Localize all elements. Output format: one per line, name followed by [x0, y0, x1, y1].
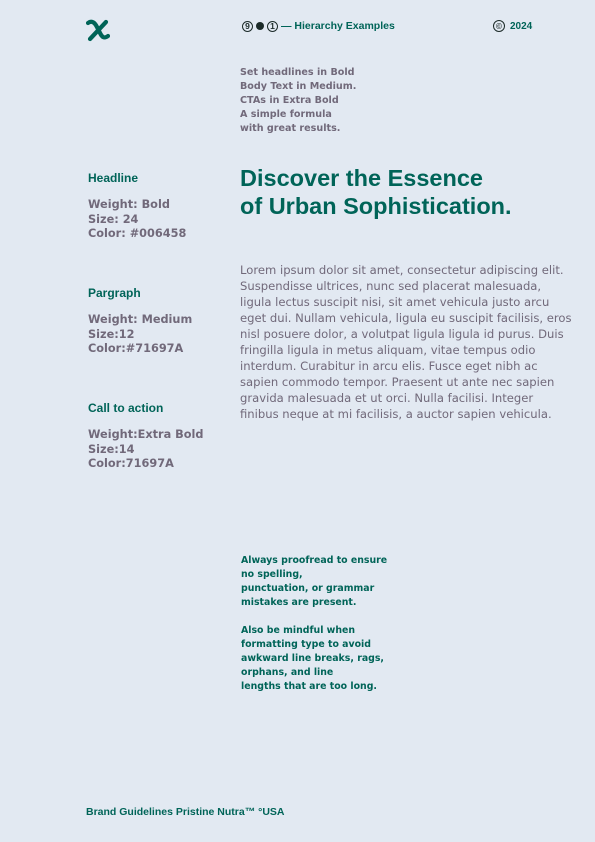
note-line: no spelling, — [241, 569, 303, 580]
section-header — [242, 20, 395, 32]
headline-example — [240, 164, 570, 220]
spec-line: Color:#71697A — [88, 342, 184, 355]
note-line: Always proofread to ensure — [241, 555, 388, 566]
section-number: 9 — [242, 21, 253, 32]
spec-line: Size: 24 — [88, 212, 139, 226]
paragraph-example: Lorem ipsum dolor sit amet, consectetur adipiscing elit. Suspendisse ultrices, nunc sed placerat malesuada, ligula lectus suscipit nisi, sit amet vehicula justo arcu eget dui. Nullam vehicula, ligula eu suscipit facilisis, eros nisl posuere dolor, a volutpat ligula ligula id purus. Duis fringilla ligula in metus aliquam, vitae tempus odio interdum. Curabitur in arcu elis. Fusce eget nibh ac sapien commodo tempor. Praesent ut ante nec sapien gravida malesuada et ut orci. Nulla facilisi. Integer finibus neque at mi facilisis, a auctor sapien vehicula. — [240, 263, 572, 421]
intro-text — [240, 66, 440, 136]
spec-paragraph — [88, 286, 192, 357]
spec-details — [88, 198, 186, 242]
intro-line: with great results. — [240, 123, 341, 134]
x-logo-icon — [86, 17, 110, 43]
headline-line: of Urban Sophistication. — [240, 193, 512, 219]
section-title: — Hierarchy Examples — [281, 20, 395, 32]
footer-text: Brand Guidelines Pristine Nutra™ °USA — [86, 806, 285, 818]
note-line: lengths that are too long. — [241, 681, 377, 692]
spec-line: Color: #006458 — [88, 227, 187, 240]
intro-line: CTAs in Extra Bold — [240, 95, 339, 106]
note-line: orphans, and line — [241, 667, 334, 678]
note-line: punctuation, or grammar — [241, 583, 375, 594]
bullet-dot-icon — [256, 22, 264, 30]
spec-line: Weight:Extra Bold — [88, 428, 204, 441]
intro-line: Set headlines in Bold — [240, 67, 355, 78]
note-line: awkward line breaks, rags, — [241, 653, 384, 664]
note-line: mistakes are present. — [241, 597, 357, 608]
intro-line: A simple formula — [240, 109, 332, 120]
headline-line: Discover the Essence — [240, 165, 483, 191]
spec-line: Size:14 — [88, 442, 135, 456]
spec-line: Color:71697A — [88, 457, 174, 470]
copyright — [493, 20, 532, 32]
note-line: formatting type to avoid — [241, 639, 371, 650]
spec-cta — [88, 401, 204, 472]
note-line: Also be mindful when — [241, 625, 356, 636]
copyright-icon: © — [493, 20, 505, 32]
cta-note — [241, 554, 411, 694]
year: 2024 — [510, 20, 533, 32]
intro-line: Body Text in Medium. — [240, 81, 357, 92]
section-sub-number: 1 — [267, 21, 278, 32]
spec-details — [88, 313, 192, 357]
spec-line: Weight: Medium — [88, 313, 193, 326]
spec-line: Weight: Bold — [88, 198, 170, 211]
spec-details — [88, 428, 204, 472]
spec-title: Call to action — [88, 401, 164, 415]
spec-title: Headline — [88, 171, 139, 185]
spec-line: Size:12 — [88, 327, 135, 341]
spec-headline — [88, 171, 186, 242]
spec-title: Pargraph — [88, 286, 141, 300]
